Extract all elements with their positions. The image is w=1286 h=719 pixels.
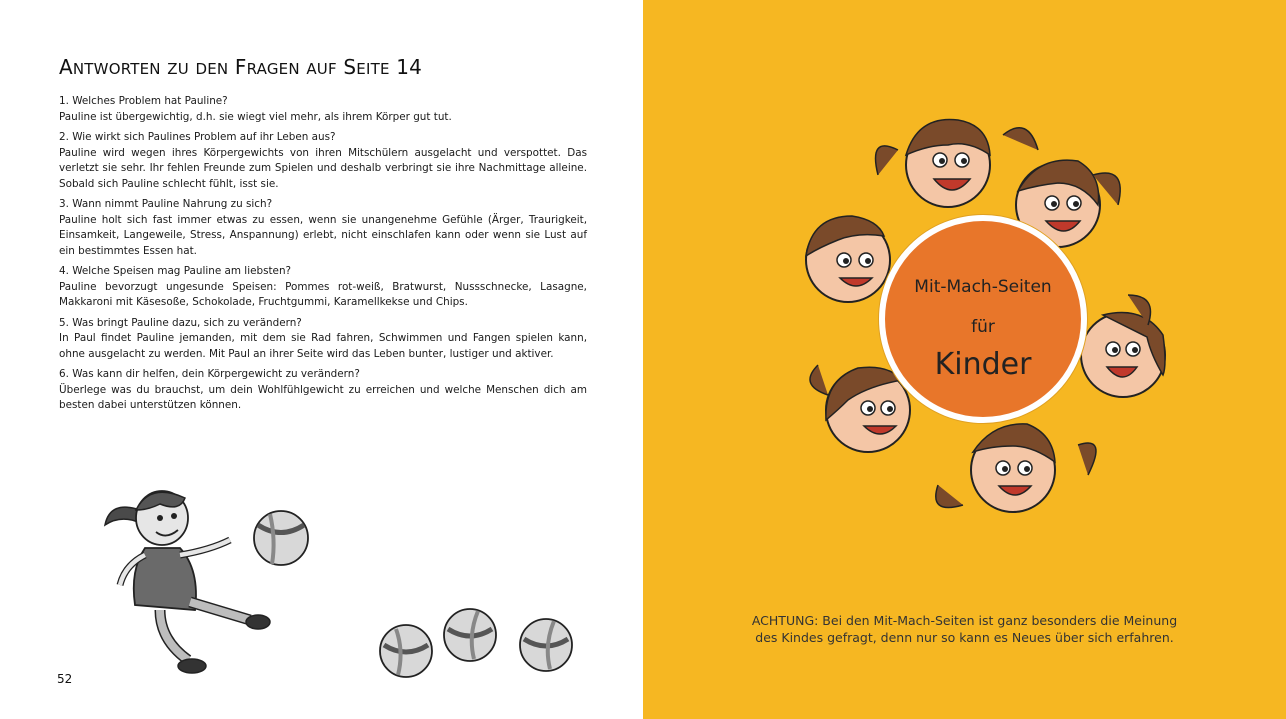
qa-item-1 — [59, 94, 587, 125]
notice-line-1: ACHTUNG: Bei den Mit-Mach-Seiten ist ganz besonders die Meinung — [751, 613, 1178, 628]
badge-line-2: für — [971, 317, 995, 337]
answer-5: In Paul findet Pauline jemanden, mit dem sie Rad fahren, Schwimmen und Fangen spielen kann, ohne ausgelacht zu werden. Mit Paul an ihrer Seite wird das Leben bunter, lustiger und aktiver. — [59, 332, 587, 360]
mit-mach-seiten-badge — [879, 215, 1087, 423]
page-title: ANTWORTEN ZU DEN FRAGEN AUF SEITE 14 — [59, 55, 423, 79]
answer-1: Pauline ist übergewichtig, d.h. sie wiegt viel mehr, als ihrem Körper gut tut. — [59, 110, 452, 123]
question-3: 3. Wann nimmt Pauline Nahrung zu sich? — [59, 198, 273, 210]
badge-line-3: Kinder — [934, 347, 1032, 382]
question-5: 5. Was bringt Pauline dazu, sich zu verändern? — [59, 316, 302, 329]
answer-4: Pauline bevorzugt ungesunde Speisen: Pommes rot-weiß, Bratwurst, Nussschnecke, Lasagne, Makkaroni mit Käsesoße, Schokolade, Fruchtgummi, Karamellkekse und Chips. — [59, 280, 587, 308]
notice-line-2: des Kindes gefragt, denn nur so kann es Neues über sich erfahren. — [755, 630, 1174, 645]
girl-kicking-ball-illustration — [100, 470, 320, 690]
qa-item-5 — [59, 316, 587, 363]
badge-line-1: Mit-Mach-Seiten — [914, 277, 1052, 297]
qa-list — [59, 94, 587, 419]
page-number: 52 — [57, 672, 73, 686]
answer-2: Pauline wird wegen ihres Körpergewichts von ihren Mitschülern ausgelacht und verspottet. Das verletzt sie sehr. Ihr fehlen Freunde zum Spielen und deshalb verbringt sie ihre Nachmittage alleine. Sobald sich Pauline schlecht fühlt, isst sie. — [59, 146, 587, 190]
qa-item-3 — [59, 197, 587, 259]
qa-item-6 — [59, 367, 587, 414]
question-2: 2. Wie wirkt sich Paulines Problem auf ihr Leben aus? — [59, 131, 336, 143]
answer-6: Überlege was du brauchst, um dein Wohlfühlgewicht zu erreichen und welche Menschen dich am besten dabei unterstützen können. — [59, 383, 587, 411]
balls-on-ground-illustration — [378, 605, 578, 685]
question-4: 4. Welche Speisen mag Pauline am liebsten? — [59, 265, 292, 277]
qa-item-2 — [59, 130, 587, 192]
achtung-notice — [683, 612, 1246, 646]
right-page — [643, 0, 1286, 719]
question-1: 1. Welches Problem hat Pauline? — [59, 95, 228, 107]
answer-3: Pauline holt sich fast immer etwas zu essen, wenn sie unangenehme Gefühle (Ärger, Traurigkeit, Einsamkeit, Langeweile, Stress, Anspannung) erlebt, nicht einschlafen kann oder wenn sie Lust auf ein bestimmtes Essen hat. — [59, 213, 587, 257]
question-6: 6. Was kann dir helfen, dein Körpergewicht zu verändern? — [59, 368, 360, 380]
qa-item-4 — [59, 264, 587, 311]
